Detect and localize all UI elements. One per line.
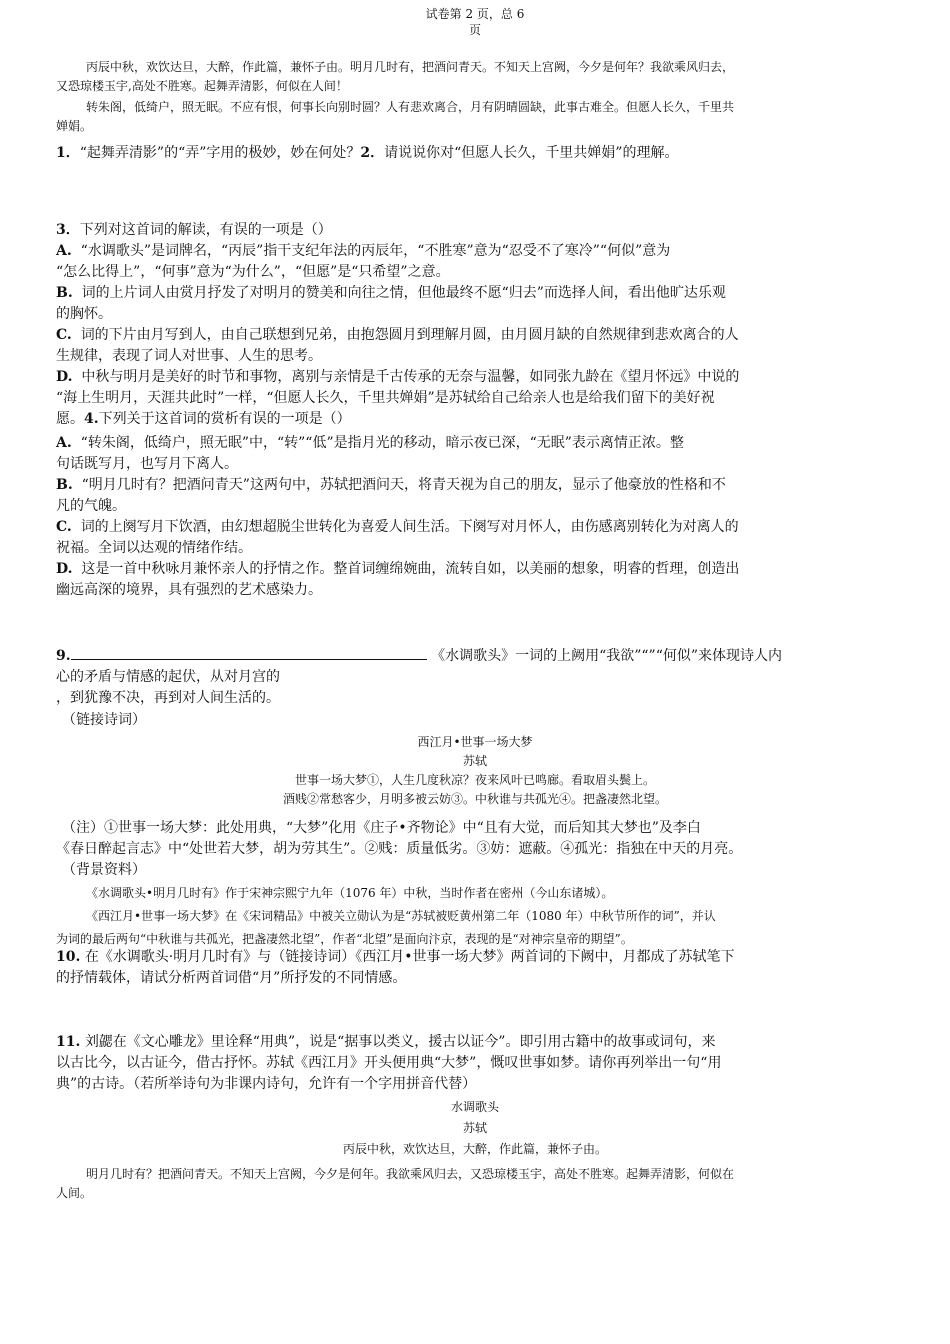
poem-shuidiaogetou	[56, 1096, 894, 1159]
question-number: 9.	[56, 648, 71, 664]
option-label: C.	[56, 519, 72, 535]
poem-author: 苏轼	[462, 754, 487, 768]
background-line: 为词的最后两句“中秋谁与共孤光，把盏凄然北望”，作者“北望”是面向汴京，表现的是“对神宗皇帝的期望”。	[56, 932, 633, 946]
option-label: B.	[56, 285, 73, 301]
poem-line: 世事一场大梦①，人生几度秋凉？夜来风叶已鸣廊。看取眉头鬓上。	[294, 773, 655, 787]
poem-line: 酒贱②常愁客少，月明多被云妨③。中秋谁与共孤光④。把盏凄然北望。	[282, 792, 667, 806]
option-text: 词的上片词人由赏月抒发了对明月的赞美和向往之情，但他最终不愿“归去”而选择人间，看出他旷达乐观	[81, 285, 726, 301]
poem-title: 水调歌头	[450, 1100, 499, 1114]
option-label: A.	[56, 243, 72, 259]
question-stem: 下列关于这首词的赏析有误的一项是（）	[98, 411, 351, 427]
poem-line: 婵娟。	[56, 119, 93, 133]
question-text: 刘勰在《文心雕龙》里诠释“用典”，说是“据事以类义，援古以证今”。即引用古籍中的故事或词句，来	[84, 1034, 716, 1050]
page-header	[0, 6, 950, 38]
poem-line: 转朱阁，低绮户，照无眠。不应有恨，何事长向别时圆？人有悲欢离合，月有阴晴圆缺，此事古难全。但愿人长久，千里共	[86, 100, 735, 114]
question-text: 请说说你对“但愿人长久，千里共婵娟”的理解。	[384, 145, 679, 161]
question-stem: 下列对这首词的解读，有误的一项是（）	[79, 222, 332, 238]
option-text: 词的下片由月写到人，由自己联想到兄弟，由抱怨圆月到理解月圆，由月圆月缺的自然规律到悲欢离合的人	[80, 327, 739, 343]
option-text: 中秋与明月是美好的时节和事物，离别与亲情是千古传承的无奈与温馨，如同张九龄在《望月怀远》中说的	[81, 369, 740, 385]
question-text: “起舞弄清影”的“弄”字用的极妙，妙在何处？	[79, 145, 361, 161]
option-label: D.	[56, 561, 73, 577]
question-9	[56, 645, 894, 709]
option-text: “怎么比得上”，“何事”意为“为什么”，“但愿”是“只希望”之意。	[56, 264, 450, 280]
page-number-line1: 试卷第 2 页，总 6	[425, 7, 525, 21]
question-number: 1．	[56, 145, 80, 161]
option-label: B.	[56, 477, 73, 493]
question-number: 11.	[56, 1034, 81, 1050]
option-text: 生规律，表现了词人对世事、人生的思考。	[56, 348, 322, 364]
poem-author: 苏轼	[462, 1121, 487, 1135]
option-text: 的胸怀。	[56, 306, 112, 322]
background-label: （背景资料）	[62, 862, 146, 878]
link-label: （链接诗词）	[62, 712, 146, 728]
question-text: 的抒情载体，请试分析两首词借“月”所抒发的不同情感。	[56, 970, 407, 986]
option-text: 幽远高深的境界，具有强烈的艺术感染力。	[56, 582, 322, 598]
option-text: 这是一首中秋咏月兼怀亲人的抒情之作。整首词缠绵婉曲，流转自如，以美丽的想象，明睿的哲理，创造出	[81, 561, 740, 577]
option-label: A.	[56, 435, 72, 451]
note-line: （注）①世事一场大梦：此处用典，“大梦”化用《庄子•齐物论》中“且有大觉，而后知其大梦也”及李白	[62, 820, 701, 836]
question-text: 《水调歌头》一词的上阙用“我欲”“”“何似”来体现诗人内	[431, 648, 783, 664]
question-number: 4.	[84, 411, 99, 427]
question-11	[56, 1032, 894, 1095]
option-text: “海上生明月，天涯共此时”一样，“但愿人长久，千里共婵娟”是苏轼给自己给亲人也是给我们留下的美好祝	[56, 390, 715, 406]
question-3	[56, 220, 894, 430]
question-text: 心的矛盾与情感的起伏，从对月宫的	[56, 669, 280, 685]
poem-line: 丙辰中秋，欢饮达旦，大醉，作此篇，兼怀子由。明月几时有，把酒问青天。不知天上宫阙，今夕是何年？我欲乘风归去，	[86, 60, 735, 74]
option-text: 祝福。全词以达观的情绪作结。	[56, 540, 252, 556]
question-number: 2．	[360, 145, 385, 161]
note-line: 《春日醉起言志》中“处世若大梦，胡为劳其生”。②贱：质量低劣。③妨：遮蔽。④孤光：指独在中天的月亮。	[56, 841, 743, 857]
question-text: 典”的古诗。（若所举诗句为非课内诗句，允许有一个字用拼音代替）	[56, 1076, 477, 1092]
answer-blank[interactable]	[71, 645, 427, 660]
poem-line: 人间。	[56, 1186, 93, 1200]
poem-line: 又恐琼楼玉宇,高处不胜寒。起舞弄清影，何似在人间！	[56, 79, 348, 93]
poem-line: 明月几时有？把酒问青天。不知天上宫阙，今夕是何年。我欲乘风归去，又恐琼楼玉宇，高处不胜寒。起舞弄清影，何似在	[86, 1167, 735, 1181]
poem-shuidiaogetou-body	[56, 1165, 894, 1203]
option-label: D.	[56, 369, 73, 385]
background-line: 《水调歌头•明月几时有》作于宋神宗熙宁九年（1076 年）中秋，当时作者在密州（今山东诸城）。	[86, 886, 614, 900]
option-label: C.	[56, 327, 72, 343]
option-text: “明月几时有？把酒问青天”这两句中，苏轼把酒问天，将青天视为自己的朋友，显示了他豪放的性格和不	[81, 477, 726, 493]
option-text: “转朱阁，低绮户，照无眠”中，“转”“低”是指月光的移动，暗示夜已深，“无眠”表示离情正浓。整	[80, 435, 684, 451]
option-text: “水调歌头”是词牌名，“丙辰”指干支纪年法的丙辰年，“不胜寒”意为“忍受不了寒冷”“何似”意为	[80, 243, 671, 259]
question-10	[56, 947, 894, 989]
poem-preface: 丙辰中秋，欢饮达旦，大醉，作此篇，兼怀子由。	[342, 1142, 607, 1156]
question-1-2	[56, 143, 894, 164]
question-text: 以古比今，以古证今，借古抒怀。苏轼《西江月》开头便用典“大梦”，慨叹世事如梦。请你再列举出一句“用	[56, 1055, 722, 1071]
background-line: 《西江月•世事一场大梦》在《宋词精品》中被关立勋认为是“苏轼被贬黄州第二年（1080 年）中秋节所作的词”，并认	[86, 909, 716, 923]
question-number: 10.	[56, 949, 81, 965]
question-number: 3．	[56, 222, 80, 238]
poem-title: 西江月•世事一场大梦	[417, 735, 533, 749]
option-text: 词的上阕写月下饮酒，由幻想超脱尘世转化为喜爱人间生活。下阕写对月怀人，由伤感离别转化为对离人的	[80, 519, 739, 535]
option-text: 句话既写月，也写月下离人。	[56, 456, 238, 472]
option-text: 愿。	[56, 411, 84, 427]
background-info	[56, 884, 894, 949]
question-text: ，到犹豫不决，再到对人间生活的。	[56, 690, 280, 706]
poem-text-top	[56, 58, 894, 136]
page-number-line2: 页	[468, 23, 481, 37]
question-4	[56, 433, 894, 601]
question-text: 在《水调歌头·明月几时有》与（链接诗词）《西江月•世事一场大梦》两首词的下阙中，月都成了苏轼笔下	[84, 949, 735, 965]
option-text: 凡的气魄。	[56, 498, 126, 514]
annotation-notes	[56, 818, 902, 881]
poem-xijiangyue	[56, 733, 894, 809]
